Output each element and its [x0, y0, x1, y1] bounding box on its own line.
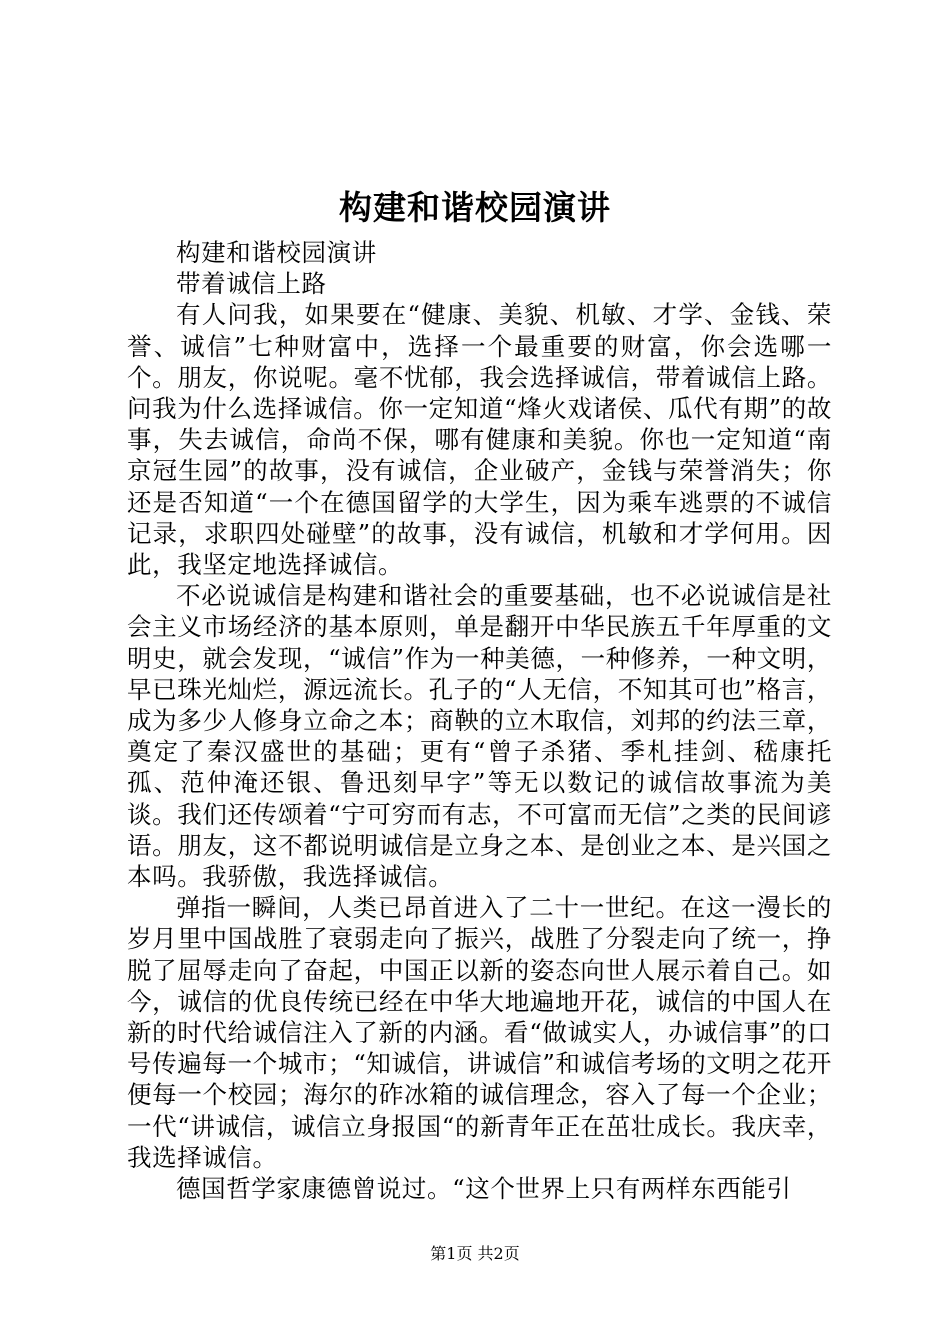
page-title: 构建和谐校园演讲	[339, 188, 611, 227]
document-body	[127, 237, 832, 1204]
subtitle-paragraph: 带着诚信上路	[176, 269, 327, 299]
body-paragraph: 有人问我，如果要在“健康、美貌、机敏、才学、金钱、荣誉、诚信”七种财富中，选择一个最重要的财富，你会选哪一个。朋友，你说呢。毫不忧郁，我会选择诚信，带着诚信上路。问我为什么选择诚信。你一定知道“烽火戏诸侯、瓜代有期”的故事，失去诚信，命尚不保，哪有健康和美貌。你也一定知道“南京冠生园”的故事，没有诚信，企业破产，金钱与荣誉消失；你还是否知道“一个在德国留学的大学生，因为乘车逃票的不诚信记录，求职四处碰壁”的故事，没有诚信，机敏和才学何用。因此，我坚定地选择诚信。	[127, 300, 832, 580]
body-paragraph: 弹指一瞬间，人类已昂首进入了二十一世纪。在这一漫长的岁月里中国战胜了衰弱走向了振兴，战胜了分裂走向了统一，挣脱了屈辱走向了奋起，中国正以新的姿态向世人展示着自己。如今，诚信的优良传统已经在中华大地遍地开花，诚信的中国人在新的时代给诚信注入了新的内涵。看“做诚实人，办诚信事”的口号传遍每一个城市；“知诚信，讲诚信”和诚信考场的文明之花开便每一个校园；海尔的砟冰箱的诚信理念，容入了每一个企业；一代“讲诚信，诚信立身报国“的新青年正在茁壮成长。我庆幸，我选择诚信。	[127, 893, 832, 1172]
body-paragraph: 德国哲学家康德曾说过。“这个世界上只有两样东西能引	[176, 1174, 792, 1204]
body-paragraph: 不必说诚信是构建和谐社会的重要基础，也不必说诚信是社会主义市场经济的基本原则，单是翻开中华民族五千年厚重的文明史，就会发现，“诚信”作为一种美德，一种修养，一种文明，早已珠光灿烂，源远流长。孔子的“人无信，不知其可也”格言，成为多少人修身立命之本；商鞅的立木取信，刘邦的约法三章，奠定了秦汉盛世的基础；更有“曾子杀猪、季札挂剑、嵇康托孤、范仲淹还银、鲁迅刻早字”等无以数记的诚信故事流为美谈。我们还传颂着“宁可穷而有志，不可富而无信”之类的民间谚语。朋友，这不都说明诚信是立身之本、是创业之本、是兴国之本吗。我骄傲，我选择诚信。	[127, 581, 832, 892]
page-footer: 第1页 共2页	[430, 1244, 520, 1263]
subtitle-paragraph: 构建和谐校园演讲	[176, 238, 377, 267]
